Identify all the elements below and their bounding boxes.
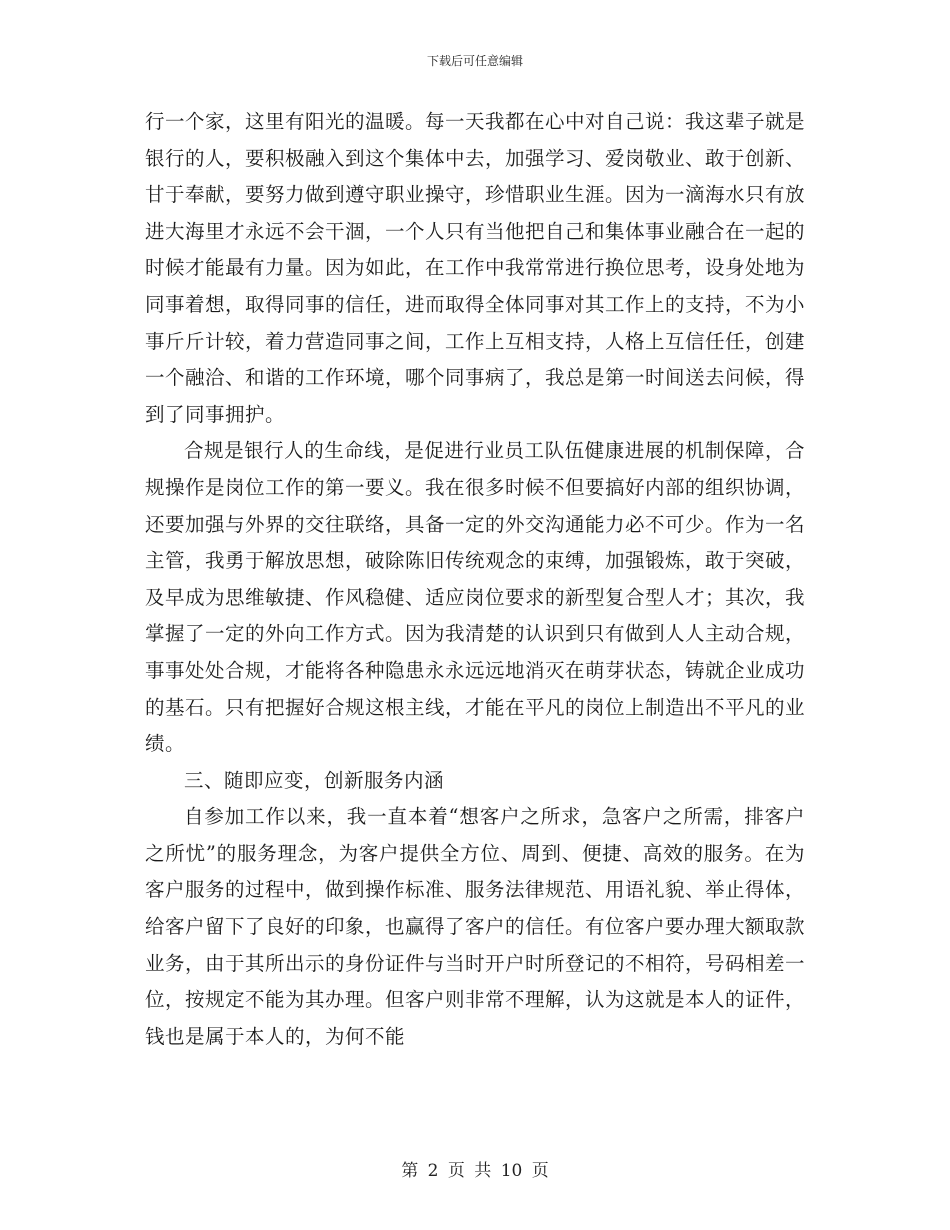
paragraph-continued: 行一个家，这里有阳光的温暖。每一天我都在心中对自己说：我这辈子就是银行的人，要积极融入到这个集体中去，加强学习、爱岗敬业、敢于创新、甘于奉献，要努力做到遵守职业操守，珍惜职业生涯。因为一滴海水只有放进大海里才永远不会干涸，一个人只有当他把自己和集体事业融合在一起的时候才能最有力量。因为如此，在工作中我常常进行换位思考，设身处地为同事着想，取得同事的信任，进而取得全体同事对其工作上的支持，不为小事斤斤计较，着力营造同事之间，工作上互相支持，人格上互信任任，创建一个融洽、和谐的工作环境，哪个同事病了，我总是第一时间送去问候，得到了同事拥护。: [145, 110, 806, 426]
document-body: [145, 104, 805, 1055]
page-header: 下载后可任意编辑: [426, 54, 523, 68]
paragraph-service: 自参加工作以来，我一直本着“想客户之所求，急客户之所需，排客户之所忧”的服务理念，为客户提供全方位、周到、便捷、高效的服务。在为客户服务的过程中，做到操作标准、服务法律规范、用语礼貌、举止得体，给客户留下了良好的印象，也赢得了客户的信任。有位客户要办理大额取款业务，由于其所出示的身份证件与当时开户时所登记的不相符，号码相差一位，按规定不能为其办理。但客户则非常不理解，认为这就是本人的证件，钱也是属于本人的，为何不能: [145, 805, 806, 1048]
section-heading: 三、随即应变，创新服务内涵: [184, 768, 445, 792]
paragraph-compliance: 合规是银行人的生命线，是促进行业员工队伍健康进展的机制保障，合规操作是岗位工作的第一要义。我在很多时候不但要搞好内部的组织协调，还要加强与外界的交往联络，具备一定的外交沟通能力必不可少。作为一名主管，我勇于解放思想，破除陈旧传统观念的束缚，加强锻炼，敢于突破，及早成为思维敏捷、作风稳健、适应岗位要求的新型复合型人才；其次，我掌握了一定的外向工作方式。因为我清楚的认识到只有做到人人主动合规，事事处处合规，才能将各种隐患永永远远地消灭在萌芽状态，铸就企业成功的基石。只有把握好合规这根主线，才能在平凡的岗位上制造出不平凡的业绩。: [145, 439, 806, 756]
page-footer: 第 2 页 共 10 页: [401, 1161, 549, 1181]
